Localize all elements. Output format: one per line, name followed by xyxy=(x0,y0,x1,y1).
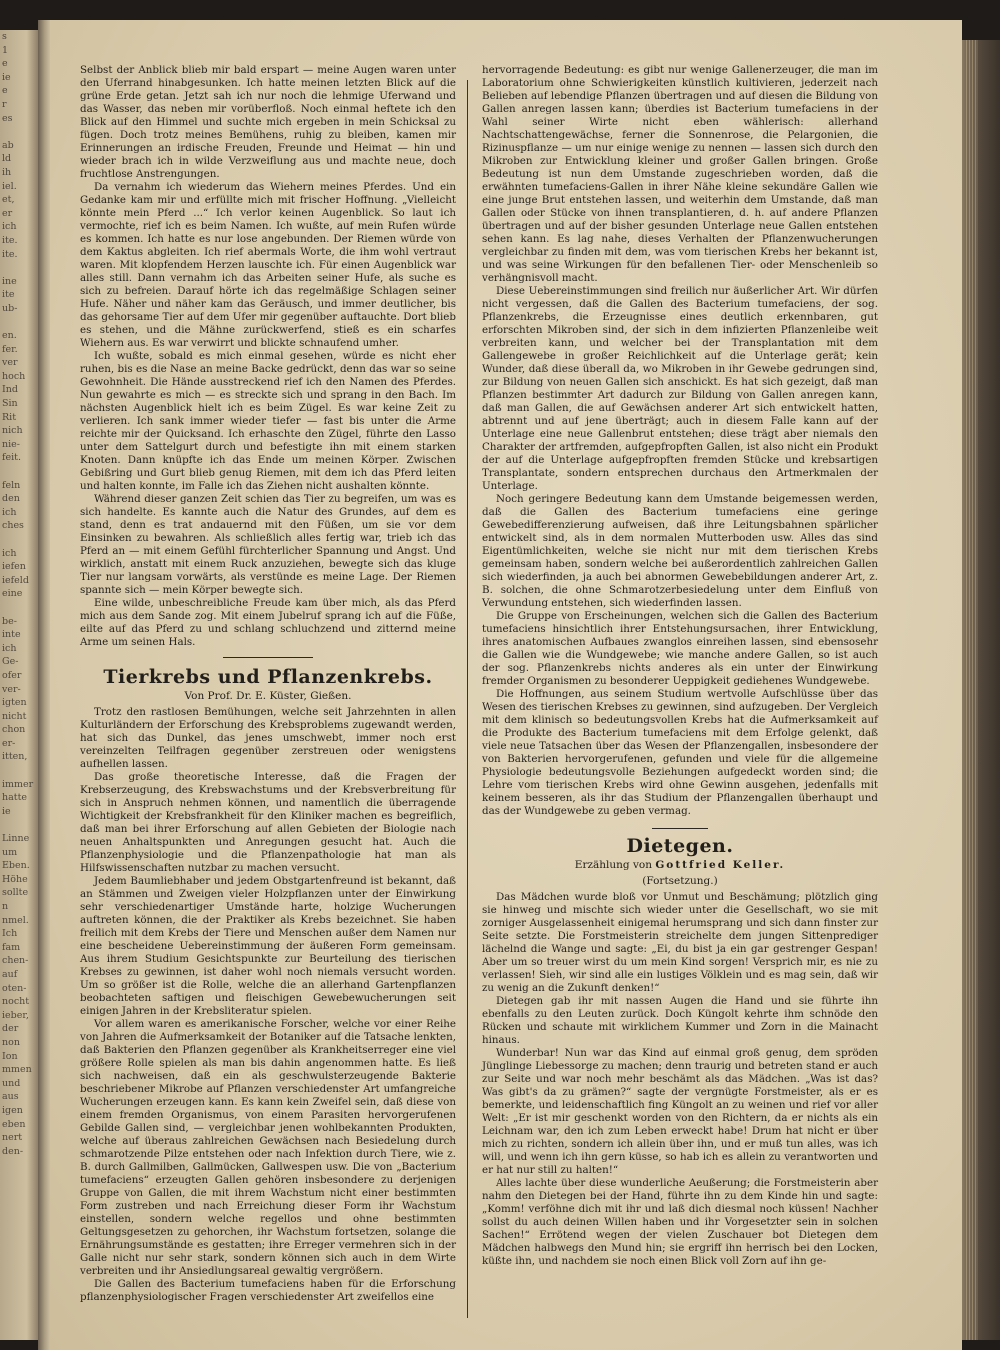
previous-page-line: nmel. xyxy=(2,914,29,926)
paragraph: Wunderbar! Nun war das Kind auf einmal groß genug, dem spröden Jünglinge Liebessorge zu machen; denn traurig und betreten stand er auch zur Seite und war noch mehr beschämt als das Mädchen. „Was ist das? Was gibt's da zu grämen?“ sagte der vergnügte Forstmeister, als er es bemerkte, und leidenschaftlich fing Küngolt an zu weinen und rief vor aller Welt: „Er ist mir geschenkt worden von den Richtern, da er nichts als ein Leichnam war, den ich zum Leben erweckt habe! Drum hat nicht er über mich zu richten, sondern ich allein über ihn, und er muß tun alles, was ich will, und wenn ich ihn gern küsse, so hab ich es allein zu verantworten und er hat nur still zu halten!“ xyxy=(482,1047,878,1176)
previous-page-line: iefen xyxy=(2,561,26,573)
page-stack-edge xyxy=(962,40,1000,1340)
previous-page-line: Ge- xyxy=(2,656,19,668)
previous-page-line: ieber, xyxy=(2,1009,29,1021)
previous-page-line: en. xyxy=(2,330,17,342)
previous-page-line: iefeld xyxy=(2,574,29,586)
previous-page-line: igen xyxy=(2,1104,23,1116)
previous-page-line: ver- xyxy=(2,683,21,695)
previous-page-line: es xyxy=(2,112,13,124)
previous-page-line: er xyxy=(2,207,13,219)
story-byline xyxy=(482,859,878,872)
previous-page-line: be- xyxy=(2,615,17,627)
previous-page-edge xyxy=(0,30,38,1340)
previous-page-line: Ion xyxy=(2,1050,18,1062)
previous-page-line: ite. xyxy=(2,234,18,246)
previous-page-line xyxy=(0,818,38,832)
column-divider xyxy=(467,80,468,1318)
article-byline: Von Prof. Dr. E. Küster, Gießen. xyxy=(184,690,352,702)
paragraph: Noch geringere Bedeutung kann dem Umstande beigemessen werden, daß die Gallen des Bacterium tumefaciens eine geringe Gewebedifferenzierung aufweisen, daß ihre Leitungsbahnen spärlicher entwickelt sind, als in dem normalen Mutterboden usw. Alles das sind Eigentümlichkeiten, welche sie nicht nur mit dem tierischen Krebs gemeinsam haben, sondern welche bei außerordentlich zahlreichen Gallen sich wiederfinden, ja auch bei abnormen Gewebebildungen anderer Art, z. B. solchen, die ohne Schmarotzerbesiedelung unter dem Einfluß von Verwundung entstehen, sich wiederfinden lassen. xyxy=(482,493,878,609)
previous-page-line: immer xyxy=(2,778,34,790)
previous-page-line: ie xyxy=(2,805,11,817)
right-column xyxy=(482,64,878,1268)
paragraph: Eine wilde, unbeschreibliche Freude kam über mich, als das Pferd mich aus dem Sande zog. Mit einem Jubelruf sprang ich auf die Füße, eilte auf das Pferd zu und schlang schluchzend und zitternd meine Arme um seinen Hals. xyxy=(80,597,456,648)
previous-page-line: chen- xyxy=(2,955,29,967)
previous-page-line: nich xyxy=(2,425,23,437)
previous-page-line: fer. xyxy=(2,343,18,355)
previous-page-line: nie- xyxy=(2,438,20,450)
previous-page-line: Linne xyxy=(2,833,30,845)
paragraph: Alles lachte über diese wunderliche Aeußerung; die Forstmeisterin aber nahm den Dietegen bei der Hand, führte ihn zu dem Kinde hin und sagte: „Komm! verföhne dich mit ihr und laß dich diesmal noch küssen! Nachher sollst du auch deinen Willen haben und ihr Vorgesetzter sein in solchen Sachen!“ Errötend wegen der vielen Zuschauer bot Dietegen dem Mädchen halbwegs den Mund hin; sie ergriff ihn herrisch bei den Locken, küßte ihn, und nachdem sie noch einen Blick voll Zorn auf ihn ge- xyxy=(482,1177,878,1267)
previous-page-line: hoch xyxy=(2,370,26,382)
previous-page-line: auf xyxy=(2,968,18,980)
previous-page-line: feln xyxy=(2,479,21,491)
previous-page-line: ver xyxy=(2,357,18,369)
previous-page-line: iel. xyxy=(2,180,17,192)
paragraph: Trotz den rastlosen Bemühungen, welche seit Jahrzehnten in allen Kulturländern der Erforschung des Krebsproblems zugewandt werden, hat sich das Dunkel, das jenes umschwebt, immer noch erst vereinzelten Teilfragen gegenüber zerstreuen oder wenigstens aufhellen lassen. xyxy=(80,706,456,770)
previous-page-line: eben xyxy=(2,1118,26,1130)
previous-page-line: ich xyxy=(2,642,17,654)
paragraph: Selbst der Anblick blieb mir bald erspart — meine Augen waren unter den Uferrand hinabgesunken. Ich hatte meinen letzten Blick auf die grüne Erde getan. Jetzt sah ich nur noch die lehmige Uferwand und das Wasser, das neben mir vorüberfloß. Noch einmal heftete ich den Blick auf den Himmel und suchte mich ergeben in mein Schicksal zu fügen. Doch trotz meines Bemühens, ruhig zu bleiben, kamen mir Erinnerungen an irdische Freuden, Freunde und Heimat — hin und wieder brach ich in wilde Verzweiflung aus und machte neue, doch fruchtlose Anstrengungen. xyxy=(80,64,456,180)
previous-page-fragments xyxy=(0,30,38,1158)
previous-page-line: den- xyxy=(2,1145,24,1157)
paragraph: Das Mädchen wurde bloß vor Unmut und Beschämung; plötzlich ging sie hinweg und mischte sich wieder unter die Gesellschaft, wo sie mit zorniger Ausgelassenheit einigemal herumsprang und sich dann finster zur Seite setzte. Die Forstmeisterin streichelte dem jungen Sittenprediger lächelnd die Wange und sagte: „Ei, du bist ja ein gar gestrenger Gespan! Aber um so treuer wirst du um mein Kind sorgen! Versprich mir, es nie zu verlassen! Sieh, wir sind alle ein lustiges Völklein und es mag sein, daß wir zu wenig an die Zukunft denken!“ xyxy=(482,891,878,994)
previous-page-line xyxy=(0,601,38,615)
paragraph: Ich wußte, sobald es mich einmal gesehen, würde es nicht eher ruhen, bis es die Nase an meine Backe gedrückt, denn das war so seine Gewohnheit. Die Hände ausstreckend rief ich den Namen des Pferdes. Nun gewahrte es mich — es streckte sich und sprang in den Bach. Im nächsten Augenblick hielt ich es beim Zügel. Es war keine Zeit zu verlieren. Ich sank immer wieder tiefer — fast bis unter die Arme reichte mir der Quicksand. Ich erhaschte den Zügel, führte den Lasso unter dem Sattelgurt durch und befestigte ihn mit einem starken Knoten. Dann knüpfte ich das Ende um meinen Körper. Zwischen Gebißring und Gurt blieb genug Riemen, mit dem ich das Pferd leiten und halten konnte, im Falle ich das Ziehen nicht aushalten könnte. xyxy=(80,350,456,492)
previous-page-line: er- xyxy=(2,737,16,749)
previous-page-line xyxy=(0,315,38,329)
paragraph: Die Hoffnungen, aus seinem Studium wertvolle Aufschlüsse über das Wesen des tierischen Krebses zu gewinnen, sind aufzugeben. Der Vergleich mit dem klinisch so bedeutungsvollen Krebs hat die Aufmerksamkeit auf die Produkte des Bacterium tumefaciens mit dem Erfolge gelenkt, daß viele neue Tatsachen über das Wesen der Pflanzengallen, insbesondere der von Bakterien hervorgerufenen, gefunden und viele für die allgemeine Physiologie bedeutungsvolle Beziehungen aufgedeckt worden sind; die Lehre vom tierischen Krebs wird ohne Gewinn ausgehen, jedenfalls mit keinem besseren, als ihr das Studium der Pflanzengallen überhaupt und das der Wundgewebe zu geben vermag. xyxy=(482,688,878,817)
article-body xyxy=(80,706,456,1304)
previous-page-line xyxy=(0,125,38,139)
previous-page-line: Rit xyxy=(2,411,17,423)
story-ending xyxy=(80,64,456,649)
paragraph: Diese Uebereinstimmungen sind freilich nur äußerlicher Art. Wir dürfen nicht vergessen, daß die Gallen des Bacterium tumefaciens, der sog. Pflanzenkrebs, die Erzeugnisse eines deutlich erkennbaren, gut erforschten Mikroben sind, der sich in dem infizierten Pflanzenleibe weit verbreiten kann, und welcher bei der Transplantation mit dem Gallengewebe in großer Reichlichkeit auf die Unterlage gerät; kein Wunder, daß diese überall da, wo Mikroben in ihr Gewebe gedrungen sind, zur Bildung von neuen Gallen sich anschickt. Es hat sich gezeigt, daß man Pflanzen bestimmter Art dadurch zur Bildung von Gallen anregen kann, daß man Gallen, die auf Gewächsen anderer Art sich entwickelt hatten, abtrennt und auf jene überträgt; auch in diesem Falle kann auf der Unterlage eine neue Gallenbrut entstehen; diese trägt aber niemals den Charakter der artfremden, aufgepfropften Gallen, ist also nicht ein Produkt der auf die Unterlage aufgepfropften fremden Stücke und krebsartigen Transplantate, sondern entsprechen durchaus den Artmerkmalen der Unterlage. xyxy=(482,285,878,492)
previous-page-line: ches xyxy=(2,520,24,532)
previous-page-line: ine xyxy=(2,275,17,287)
story-separator xyxy=(652,828,708,829)
previous-page-line: eine xyxy=(2,588,23,600)
previous-page-line: feit. xyxy=(2,452,22,464)
previous-page-line: ich xyxy=(2,547,17,559)
story-author: Gottfried Keller. xyxy=(655,859,786,871)
previous-page-line: um xyxy=(2,846,18,858)
previous-page-line xyxy=(0,533,38,547)
previous-page-line: e xyxy=(2,85,8,97)
paragraph: Jedem Baumliebhaber und jedem Obstgartenfreund ist bekannt, daß an Stämmen und Zweigen vieler Holzpflanzen unter der Einwirkung sehr verschiedenartiger Umstände harte, holzige Wucherungen auftreten können, die der Praktiker als Krebs bezeichnet. Sie haben freilich mit dem Krebs der Tiere und Menschen außer dem Namen nur eine bescheidene Uebereinstimmung der äußeren Form gemeinsam. Aus ihrem Studium Gesichtspunkte zur Beurteilung des tierischen Krebses zu gewinnen, ist daher wohl noch niemals versucht worden. Um so größer ist die Rolle, welche die an allerhand Gartenpflanzen beobachteten saftigen und fleischigen Gewebewucherungen seit einigen Jahren in der Krebsliteratur spielen. xyxy=(80,875,456,1017)
previous-page-line: s xyxy=(2,31,7,42)
previous-page-line: der xyxy=(2,1023,19,1035)
previous-page-line: Sin xyxy=(2,398,18,410)
previous-page-line: fam xyxy=(2,941,21,953)
paragraph: Während dieser ganzen Zeit schien das Tier zu begreifen, um was es sich handelte. Es kannte auch die Natur des Grundes, auf dem es stand, denn es trat andauernd mit den Füßen, um sie vor dem Einsinken zu bewahren. Als schließlich alles fertig war, trieb ich das Pferd an — mit einem Gefühl fürchterlicher Spannung und Angst. Und wirklich, anstatt mit einem Ruck anzuziehen, bewegte sich das kluge Tier nur langsam vorwärts, als verstünde es meine Lage. Der Riemen spannte sich — mein Körper bewegte sich. xyxy=(80,493,456,596)
paragraph: Das große theoretische Interesse, daß die Fragen der Krebserzeugung, des Krebswachstums und der Krebsverbreitung für sich in Anspruch nehmen können, und namentlich die überragende Wichtigkeit der Krebsfrankheit für den Kliniker machen es begreiflich, daß man bei ihrer Erforschung auf allen Gebieten der Biologie nach neuen Anhaltspunkten und Anregungen gesucht hat. Auch die Pflanzenphysiologie und die Pflanzenpathologie hat man als Hilfswissenschaften nutzbar zu machen versucht. xyxy=(80,771,456,874)
previous-page-line: e xyxy=(2,58,8,70)
previous-page-line: chon xyxy=(2,724,26,736)
story-continuation-note: (Fortsetzung.) xyxy=(642,875,718,887)
left-column xyxy=(80,64,456,1304)
previous-page-line: und xyxy=(2,1077,21,1089)
story-byline-prefix: Erzählung von xyxy=(574,859,656,871)
previous-page-line: non xyxy=(2,1036,20,1048)
previous-page-line: ite. xyxy=(2,248,18,260)
previous-page-line: nicht xyxy=(2,710,27,722)
previous-page-line: r xyxy=(2,98,7,110)
previous-page-line: hatte xyxy=(2,792,28,804)
previous-page-line: den xyxy=(2,493,20,505)
previous-page-line: aus xyxy=(2,1091,19,1103)
previous-page-line: sollte xyxy=(2,887,29,899)
previous-page-line xyxy=(0,465,38,479)
previous-page-line: ab xyxy=(2,139,14,151)
previous-page-line: ub- xyxy=(2,302,18,314)
story-title: Dietegen. xyxy=(626,835,734,857)
previous-page-line xyxy=(0,261,38,275)
previous-page-line: 1 xyxy=(2,44,9,56)
previous-page-line: ld xyxy=(2,153,12,165)
previous-page-line: ofer xyxy=(2,669,22,681)
previous-page-line: Eben. xyxy=(2,860,30,872)
paragraph: Da vernahm ich wiederum das Wiehern meines Pferdes. Und ein Gedanke kam mir und erfüllte mich mit frischer Hoffnung. „Vielleicht könnte mein Pferd ...“ Ich verlor keinen Augenblick. So laut ich vermochte, rief ich es beim Namen. Ich wußte, auf mein Rufen würde es kommen. Ich hatte es nur lose angebunden. Der Riemen würde von dem Kaktus abgleiten. Ich rief abermals Worte, die ihm wohl vertraut waren. Mit klopfendem Herzen lauschte ich. Für einen Augenblick war alles still. Dann vernahm ich das Arbeiten seiner Hufe, als suche es sich zu befreien. Darauf hörte ich das regelmäßige Schlagen seiner Hufe. Näher und näher kam das Geräusch, und immer deutlicher, bis das gehorsame Tier auf dem Ufer mir gegenüber auftauchte. Dort blieb es stehen, und die Mähne zurückwerfend, stieß es ein scharfes Wiehern aus. Es war verwirrt und blickte schnaufend umher. xyxy=(80,181,456,349)
article-title: Tierkrebs und Pflanzenkrebs. xyxy=(103,666,433,688)
previous-page-line: et, xyxy=(2,194,15,206)
previous-page-line: n xyxy=(2,901,9,912)
paragraph: Vor allem waren es amerikanische Forscher, welche vor einer Reihe von Jahren die Aufmerksamkeit der Botaniker auf die Tatsache lenkten, daß Bakterien den Pflanzen gegenüber als Krankheitserreger eine viel größere Rolle spielen als man bis dahin angenommen hatte. Es ließ sich nachweisen, daß ein als geschwulsterzeugende Bakterie beschriebener Mikrobe auf Pflanzen verschiedenster Art umfangreiche Wucherungen erzeugen kann. Es kann kein Zweifel sein, daß diese von einem fremden Organismus, von einem Parasiten hervorgerufenen Gebilde Gallen sind, — vergleichbar jenen wohlbekannten Produkten, welche auf überaus zahlreichen Gewächsen nach Besiedelung durch schmarotzende Pilze entstehen oder nach Infektion durch Tiere, wie z. B. durch Gallmilben, Gallmücken, Gallwespen usw. Die von „Bacterium tumefaciens“ erzeugten Gallen gehören insbesondere zu derjenigen Gruppe von Gallen, die mit ihrem Wachstum nicht einer bestimmten Form zustreben und nach Erreichung dieser Form ihr Wachstum einstellen, sondern welche regellos und ohne bestimmten Geltungsgesetzen zu gehorchen, ihr Wachstum fortsetzen, solange die Ernährungsumstände es gestatten; ihre Erreger vermehren sich in der Galle nicht nur sehr stark, sondern können sich auch in dem Wirte verbreiten und ihr Ansiedlungsareal gewaltig vergrößern. xyxy=(80,1018,456,1277)
story-body xyxy=(482,891,878,1268)
previous-page-line: inte xyxy=(2,629,21,641)
previous-page-line xyxy=(0,764,38,778)
previous-page-line: ich xyxy=(2,506,17,518)
previous-page-line: oten- xyxy=(2,982,27,994)
paragraph: Dietegen gab ihr mit nassen Augen die Hand und sie führte ihn ebenfalls zu den Leuten zurück. Doch Küngolt kehrte ihm schnöde den Rücken und schaute mit wirklichem Kummer und Zorn in die Mainacht hinaus. xyxy=(482,995,878,1046)
article-continuation xyxy=(482,64,878,818)
previous-page-line: Höhe xyxy=(2,873,28,885)
previous-page-line: itten, xyxy=(2,751,28,763)
previous-page-line: mmen xyxy=(2,1064,32,1076)
previous-page-line: ite xyxy=(2,289,15,301)
section-rule xyxy=(223,657,313,658)
previous-page-line: igten xyxy=(2,697,27,709)
previous-page-line: ie xyxy=(2,71,11,83)
previous-page-line: ich xyxy=(2,221,17,233)
previous-page-line: Ich xyxy=(2,928,18,940)
previous-page-line: nert xyxy=(2,1132,23,1144)
previous-page-line: ih xyxy=(2,166,12,178)
previous-page-line: Ind xyxy=(2,384,18,396)
paragraph: Die Gallen des Bacterium tumefaciens haben für die Erforschung pflanzenphysiologischer Fragen verschiedenster Art zweifellos eine xyxy=(80,1278,456,1303)
paragraph: Die Gruppe von Erscheinungen, welchen sich die Gallen des Bacterium tumefaciens hinsichtlich ihrer Entstehungsursachen, ihrer Entwicklung, ihres anatomischen Aufbaues zwanglos einreihen lassen, sind ebensosehr die Gallen wie die Wundgewebe; wie manche andere Gallen, so ist auch der sog. Pflanzenkrebs nichts anderes als ein unter der Einwirkung fremder Organismen zu besonderer Ueppigkeit gediehenes Wundgewebe. xyxy=(482,610,878,687)
paragraph: hervorragende Bedeutung: es gibt nur wenige Gallenerzeuger, die man im Laboratorium ohne Schwierigkeiten künstlich kultivieren, jederzeit nach Belieben auf lebendige Pflanzen übertragen und auf diesen die Bildung von Gallen anregen lassen kann; überdies ist Bacterium tumefaciens in der Wahl seiner Wirte nicht eben wählerisch: allerhand Nachtschattengewächse, ferner die Sonnenrose, die Pelargonien, die Rizinuspflanze — um nur einige wenige zu nennen — lassen sich durch den Mikroben zur Entwicklung kleiner und großer Gallen bringen. Große Bedeutung ist nun dem Umstande zugeschrieben worden, daß die erwähnten tumefaciens-Gallen in ihrer Nähe kleine sekundäre Gallen wie eine junge Brut entstehen lassen, und weiterhin dem Umstande, daß man Gallen oder Stücke von ihnen transplantieren, d. h. auf andere Pflanzen übertragen und auf der bisher gesunden Unterlage neue Gallen entstehen sehen kann. Es lag nahe, dieses Verhalten der Pflanzenwucherungen vergleichbar zu finden mit dem, was vom tierischen Krebs her bekannt ist, und was seine Wirkungen für den befallenen Tier- oder Menschenleib so verhängnisvoll macht. xyxy=(482,64,878,284)
previous-page-line: nocht xyxy=(2,996,30,1008)
